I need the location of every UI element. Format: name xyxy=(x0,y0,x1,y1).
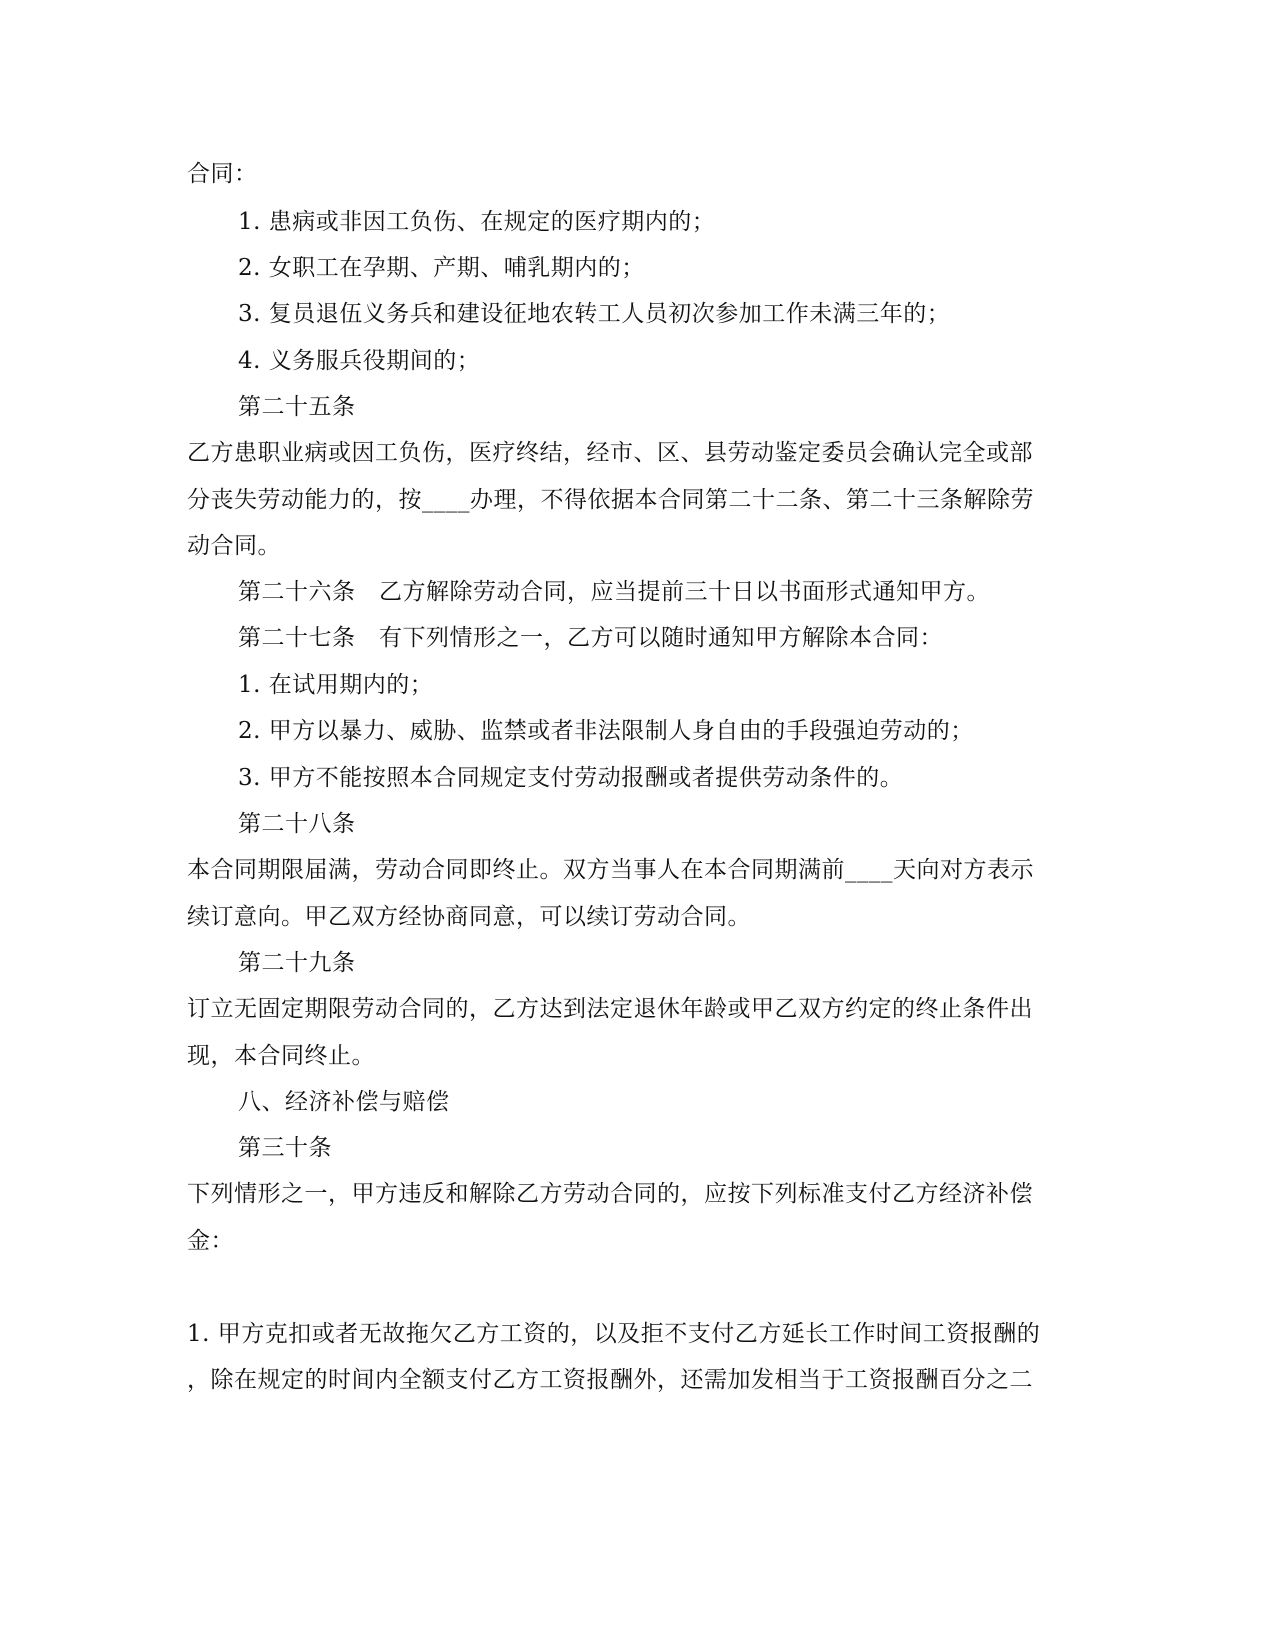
text-line: 乙方患职业病或因工负伤，医疗终结，经市、区、县劳动鉴定委员会确认完全或部 xyxy=(187,440,1033,466)
text-line: 下列情形之一，甲方违反和解除乙方劳动合同的，应按下列标准支付乙方经济补偿 xyxy=(187,1181,1033,1207)
text-line: 现，本合同终止。 xyxy=(187,1043,375,1069)
list-item: 2. 甲方以暴力、威胁、监禁或者非法限制人身自由的手段强迫劳动的； xyxy=(238,718,974,744)
text-line: 1. 甲方克扣或者无故拖欠乙方工资的，以及拒不支付乙方延长工作时间工资报酬的 xyxy=(187,1321,1041,1347)
article-paragraph: 第二十六条 乙方解除劳动合同，应当提前三十日以书面形式通知甲方。 xyxy=(238,579,990,605)
text-line: 订立无固定期限劳动合同的，乙方达到法定退休年龄或甲乙双方约定的终止条件出 xyxy=(187,996,1033,1022)
text-line: ，除在规定的时间内全额支付乙方工资报酬外，还需加发相当于工资报酬百分之二 xyxy=(187,1367,1033,1393)
list-item: 1. 在试用期内的； xyxy=(238,672,434,698)
list-item: 3. 复员退伍义务兵和建设征地农转工人员初次参加工作未满三年的； xyxy=(238,301,951,327)
text-line: 分丧失劳动能力的，按____办理，不得依据本合同第二十二条、第二十三条解除劳 xyxy=(187,487,1034,513)
list-item: 3. 甲方不能按照本合同规定支付劳动报酬或者提供劳动条件的。 xyxy=(238,765,904,791)
article-heading: 第三十条 xyxy=(238,1135,332,1161)
article-paragraph: 第二十七条 有下列情形之一，乙方可以随时通知甲方解除本合同： xyxy=(238,625,943,651)
article-heading: 第二十五条 xyxy=(238,394,356,420)
text-line: 金： xyxy=(187,1228,234,1254)
article-heading: 第二十九条 xyxy=(238,950,356,976)
text-line: 续订意向。甲乙双方经协商同意，可以续订劳动合同。 xyxy=(187,904,751,930)
text-line: 动合同。 xyxy=(187,533,281,559)
text-line: 本合同期限届满，劳动合同即终止。双方当事人在本合同期满前____天向对方表示 xyxy=(187,857,1034,883)
list-item: 1. 患病或非因工负伤、在规定的医疗期内的； xyxy=(238,209,716,235)
section-heading: 八、经济补偿与赔偿 xyxy=(238,1089,450,1115)
text-line: 合同： xyxy=(187,161,258,187)
list-item: 2. 女职工在孕期、产期、哺乳期内的； xyxy=(238,255,645,281)
article-heading: 第二十八条 xyxy=(238,811,356,837)
list-item: 4. 义务服兵役期间的； xyxy=(238,348,481,374)
